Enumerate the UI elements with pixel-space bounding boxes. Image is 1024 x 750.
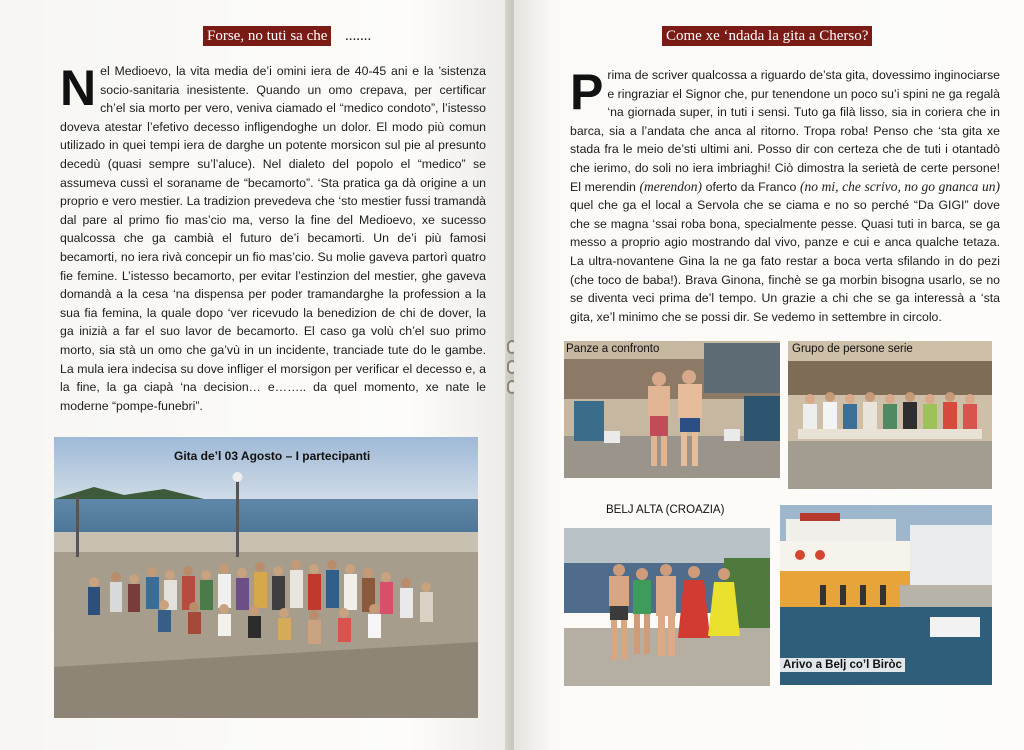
photo-panze <box>564 341 780 478</box>
photo-grupo-label: Grupo de persone serie <box>792 343 913 355</box>
right-article-body-2: oferto da Franco <box>705 179 797 194</box>
photo-grupo <box>788 341 992 489</box>
group-photo-image <box>54 437 478 718</box>
group-photo <box>54 437 478 718</box>
dropcap-p: P <box>570 64 604 120</box>
left-article-body: el Medioevo, la vita media de’i omini iera de 40-45 ani e la ’sistenza socio-sanitaria inesistente. Quando un omo crepava, per certificar ch’el sia morto per vero, veniva ciamado el “medico condoto”, l’istesso doveva atestar l’efetivo decesso infligendoghe un dolor. El modo più comun utilizado in quei tempi iera de darghe un potente morsicon sul pie al presunto decedù (quasi sempre su’l’aluce). Nel dialeto del popolo el “medico” se assumeva cussì el soraname de “becamorto”. ‘Sta pratica ga dà origine a un proprio e vero mestier. La tradizion prevedeva che ‘sto mestier fussi tramandà dal pare al primo fio mas’cio ma, verso la fine del Medioevo, xe sucesso qualcossa che ga cambià el futuro de’i becamorti. Un de’i più famosi becamorti, no iera rivà concepir un fio mas’cio. Su molie gaveva partorì quatro fie femine. L’istesso becamorto, per evitar l’estinzion del mestier, ghe gaveva domandà a la cesa ‘na dispensa per poder tramandarghe la profession a la sua fia femina, la quale dopo ‘ver ricevudo la benedizion de chi de dover, la ga inizià a far el suo lavor de becamorto. El caso ga volù ch’el suo primo morto, sia stà un omo che ga’vù in un incidente, tranciade tute do le gambe. La mula iera indecisa su dove infliger el morsigon per verificar el decesso e, a la fine, la ga ciapà ‘na decision… e…….. da quel momento, xe nate le moderne “pompe-funebri”. <box>60 64 486 413</box>
photo-belj-alta <box>564 528 770 686</box>
left-title-dots: ....... <box>345 28 372 44</box>
left-page <box>0 0 510 750</box>
photo-belj-alta-image <box>564 528 770 686</box>
right-page <box>514 0 1024 750</box>
photo-arivo-label: Arivo a Belj co’l Biròc <box>780 658 905 672</box>
author-aside: (no mi, che scrivo, no go gnanca un) <box>800 178 1000 194</box>
right-article <box>570 66 1000 326</box>
right-article-body-1: rima de scriver qualcossa a riguardo de’sta gita, dovessimo inginociarse e ringraziar el Signor che, pur tenendone un poco su’i spini ne ga regalà ‘na giornada super, in tuti i sensi. Tuto ga filà lisso, sia in coriera che in barca, sia a l’andata che anca al ritorno. Tropa roba! Penso che ‘sta gita xe stada fra le meio de’sti ultimi ani. Posso dir con certeza che de tuti i otantadò che ierimo, do soli no iera imbriaghi! Ciò dimostra la serietà de certe persone! El merendin <box>570 68 1000 194</box>
photo-arivo-belj <box>780 505 992 685</box>
photo-belj-label: BELJ ALTA (CROAZIA) <box>606 504 725 516</box>
right-page-title: Come xe ‘ndada la gita a Cherso? <box>662 26 872 46</box>
right-article-body-3: quel che ga el local a Servola che se ciama e no so perché “Da GIGI” dove che se magna ‘ssai roba bona, specialmente pesse. Quasi tuti in barca, se ga messo a proprio agio mostrando dal vivo, panze e cui e anca qualche tetaza. La ultra-novantene Gina la ne ga fato restar a boca verta sfilando in do pezi (che toco de baba!). Brava Ginona, finchè se ga morbin bisogna usarlo, se no se diventa veci prima de’l tempo. Un grazie a chi che se ga interessà a ‘sta gita, xe’l minimo che se possi dir. Se vedemo in settembre in circolo. <box>570 198 1000 324</box>
group-photo-caption: Gita de’l 03 Agosto – I partecipanti <box>174 449 371 463</box>
left-article <box>60 62 486 415</box>
merendon-note: (merendon) <box>639 178 702 194</box>
dropcap-n: N <box>60 60 97 116</box>
photo-panze-label: Panze a confronto <box>566 343 660 355</box>
photo-panze-image <box>564 341 780 478</box>
photo-grupo-image <box>788 341 992 489</box>
left-page-title: Forse, no tuti sa che <box>203 26 331 46</box>
